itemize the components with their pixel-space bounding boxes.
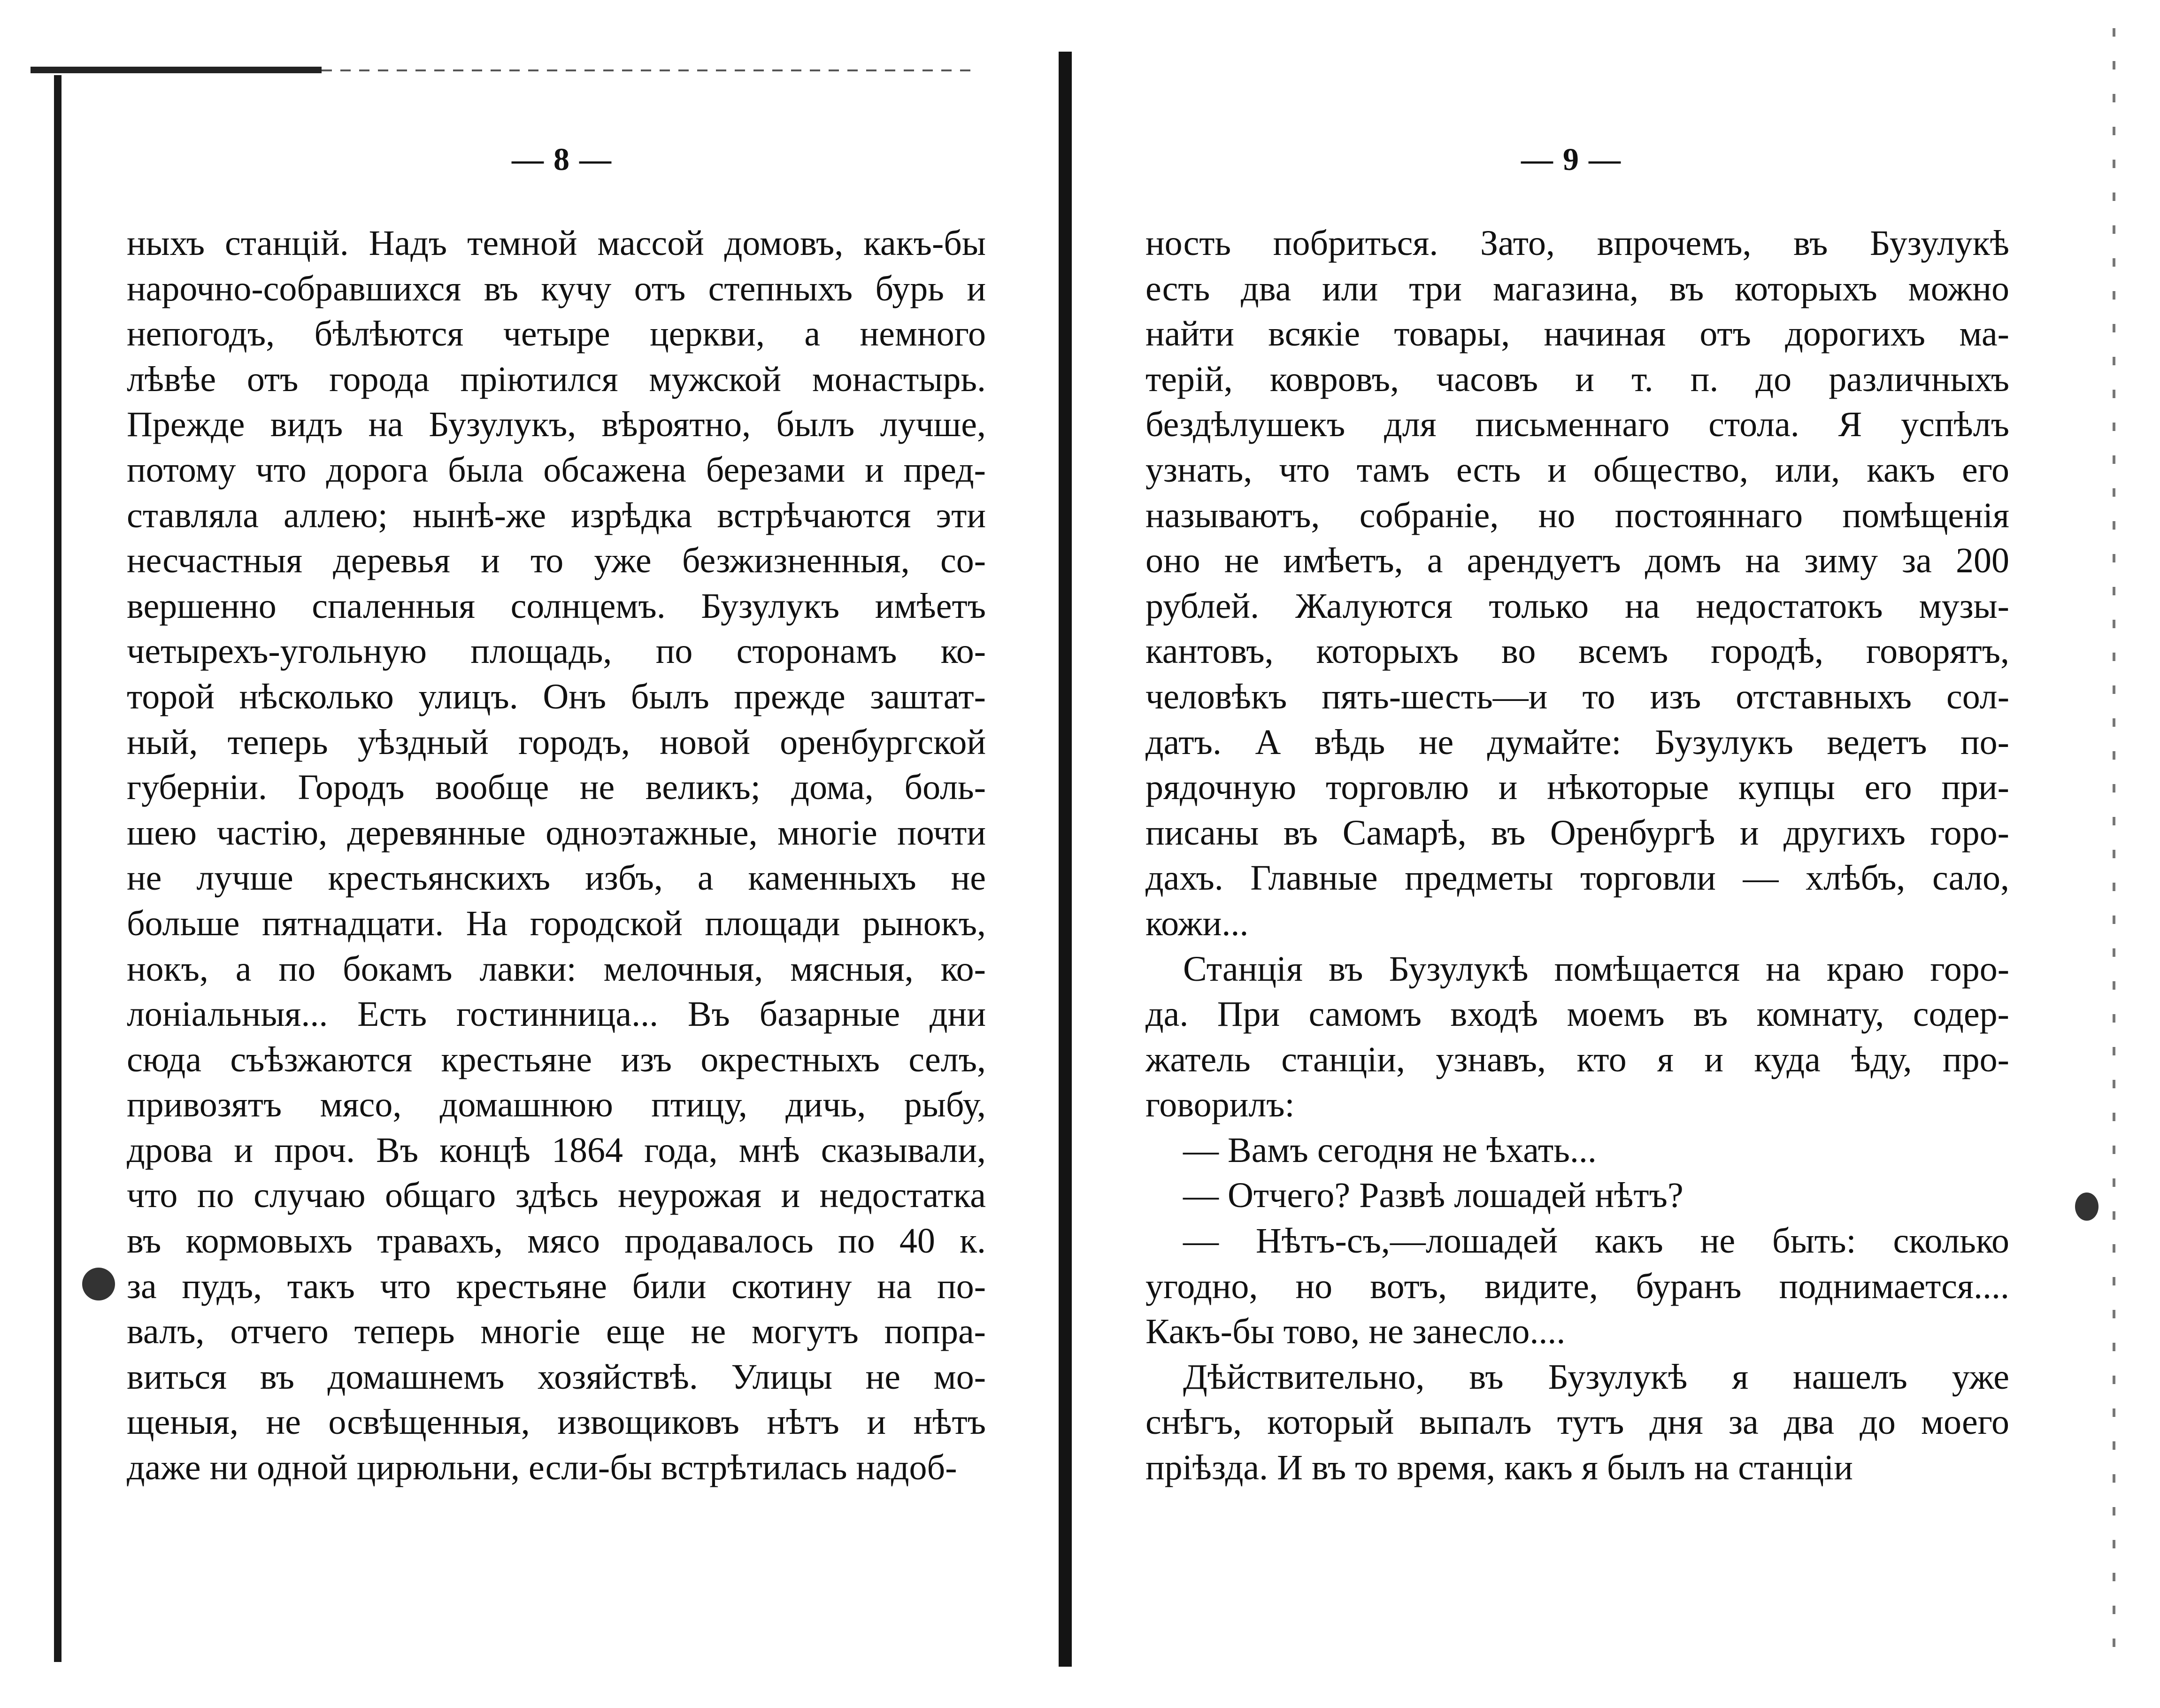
- text-line: кантовъ, которыхъ во всемъ городѣ, говорятъ,: [1145, 631, 2009, 671]
- text-line: четырехъ-угольную площадь, по сторонамъ ко-: [127, 631, 986, 671]
- left-page: [28, 0, 1052, 1708]
- text-line: Какъ-бы тово, не занесло....: [1145, 1312, 1566, 1352]
- book-binding-gutter: [1059, 52, 1072, 1667]
- text-line: шею частію, деревянные одноэтажные, многіе почти: [127, 813, 986, 853]
- text-line: вершенно спаленныя солнцемъ. Бузулукъ имѣетъ: [127, 586, 986, 626]
- text-line: ставляла аллею; нынѣ-же изрѣдка встрѣчаются эти: [127, 495, 986, 535]
- text-line: торой нѣсколько улицъ. Онъ былъ прежде заштат-: [127, 677, 986, 716]
- text-line: рублей. Жалуются только на недостатокъ музы-: [1145, 586, 2009, 626]
- text-line: не лучше крестьянскихъ избъ, а каменныхъ не: [127, 858, 986, 898]
- text-line: привозятъ мясо, домашнюю птицу, дичь, рыбу,: [127, 1085, 986, 1125]
- text-line: бездѣлушекъ для письменнаго стола. Я успѣлъ: [1145, 405, 2009, 445]
- text-line: рядочную торговлю и нѣкоторые купцы его при-: [1145, 768, 2009, 808]
- text-line: жатель станціи, узнавъ, кто я и куда ѣду, про-: [1145, 1039, 2009, 1079]
- page-number: — 9 —: [1521, 141, 1622, 177]
- text-line: пріѣзда. И въ то время, какъ я былъ на станціи: [1145, 1448, 1853, 1488]
- text-line: писаны въ Самарѣ, въ Оренбургѣ и другихъ горо-: [1145, 813, 2009, 853]
- text-line: нокъ, а по бокамъ лавки: мелочныя, мясныя, ко-: [127, 949, 986, 989]
- text-line: говорилъ:: [1145, 1085, 1295, 1125]
- text-line: виться въ домашнемъ хозяйствѣ. Улицы не мо-: [127, 1357, 986, 1397]
- text-line: Дѣйствительно, въ Бузулукѣ я нашелъ уже: [1183, 1357, 2009, 1397]
- text-line: снѣгъ, который выпалъ тутъ дня за два до моего: [1145, 1402, 2009, 1442]
- text-line: Станція въ Бузулукѣ помѣщается на краю горо-: [1183, 949, 2009, 989]
- text-line: нарочно-собравшихся въ кучу отъ степныхъ бурь и: [127, 269, 986, 308]
- text-line: сюда съѣзжаются крестьяне изъ окрестныхъ селъ,: [127, 1039, 986, 1079]
- text-line: да. При самомъ входѣ моемъ въ комнату, содер-: [1145, 994, 2009, 1034]
- text-line: несчастныя деревья и то уже безжизненныя, со-: [127, 541, 986, 581]
- text-line: губерніи. Городъ вообще не великъ; дома, боль-: [127, 768, 986, 808]
- text-line: человѣкъ пять-шесть—и то изъ отставныхъ сол-: [1145, 677, 2009, 716]
- text-line: называютъ, собраніе, но постояннаго помѣщенія: [1145, 495, 2009, 535]
- right-page-text: [1145, 221, 2009, 1491]
- text-line: узнать, что тамъ есть и общество, или, какъ его: [1145, 450, 2009, 490]
- left-page-text: [127, 221, 986, 1491]
- text-line: щеныя, не освѣщенныя, извощиковъ нѣтъ и нѣтъ: [127, 1402, 986, 1442]
- text-line: потому что дорога была обсажена березами и пред-: [127, 450, 986, 490]
- text-line: оно не имѣетъ, а арендуетъ домъ на зиму за 200: [1145, 541, 2009, 581]
- text-line: Прежде видъ на Бузулукъ, вѣроятно, былъ лучше,: [127, 405, 986, 445]
- text-line: найти всякіе товары, начиная отъ дорогихъ ма-: [1145, 314, 2009, 354]
- text-line: въ кормовыхъ травахъ, мясо продавалось по 40 к.: [127, 1221, 986, 1261]
- text-line: за пудъ, такъ что крестьяне били скотину на по-: [127, 1266, 986, 1306]
- text-line: — Вамъ сегодня не ѣхать...: [1183, 1130, 1597, 1170]
- text-line: больше пятнадцати. На городской площади рынокъ,: [127, 903, 986, 943]
- text-line: непогодъ, бѣлѣются четыре церкви, а немного: [127, 314, 986, 354]
- text-line: — Нѣтъ-съ,—лошадей какъ не быть: сколько: [1183, 1221, 2009, 1261]
- text-line: даже ни одной цирюльни, если-бы встрѣтилась надоб-: [127, 1448, 957, 1488]
- text-line: датъ. А вѣдь не думайте: Бузулукъ ведетъ по-: [1145, 722, 2009, 762]
- text-line: терій, ковровъ, часовъ и т. п. до различныхъ: [1145, 359, 2009, 399]
- text-line: что по случаю общаго здѣсь неурожая и недостатка: [127, 1176, 986, 1216]
- text-line: лѣвѣе отъ города пріютился мужской монастырь.: [127, 359, 986, 399]
- text-line: ность побриться. Зато, впрочемъ, въ Бузулукѣ: [1145, 223, 2009, 263]
- text-line: — Отчего? Развѣ лошадей нѣтъ?: [1183, 1176, 1683, 1216]
- text-line: лоніальныя... Есть гостинница... Въ базарные дни: [127, 994, 986, 1034]
- text-line: дахъ. Главные предметы торговли — хлѣбъ, сало,: [1145, 858, 2009, 898]
- text-line: есть два или три магазина, въ которыхъ можно: [1145, 269, 2009, 308]
- text-line: ный, теперь уѣздный городъ, новой оренбургской: [127, 722, 986, 762]
- right-page: [1108, 0, 2131, 1708]
- page-number: — 8 —: [512, 141, 612, 177]
- text-line: угодно, но вотъ, видите, буранъ поднимается....: [1145, 1266, 2009, 1306]
- text-line: валъ, отчего теперь многіе еще не могутъ попра-: [127, 1312, 986, 1352]
- text-line: ныхъ станцій. Надъ темной массой домовъ, какъ-бы: [127, 223, 986, 263]
- text-line: кожи...: [1145, 903, 1249, 943]
- text-line: дрова и проч. Въ концѣ 1864 года, мнѣ сказывали,: [127, 1130, 986, 1170]
